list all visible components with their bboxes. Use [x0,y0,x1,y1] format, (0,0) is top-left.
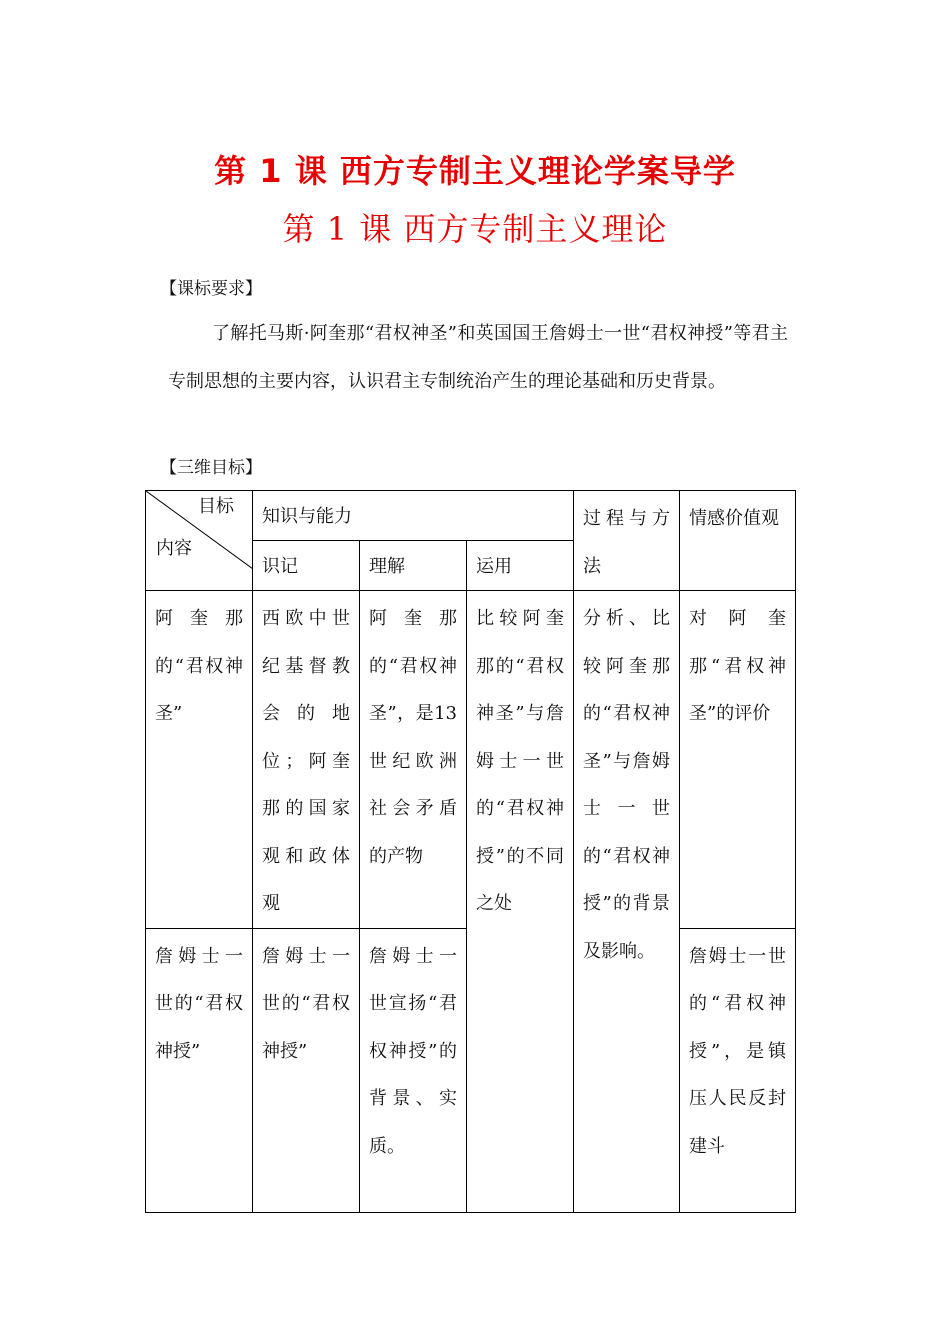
row2-content: 詹姆士一世的“君权神授” [146,928,253,1212]
row2-emotion: 詹姆士一世的“君权神授”，是镇压人民反封建斗 [680,928,796,1212]
row2-memory: 詹姆士一世的“君权神授” [253,928,360,1212]
corner-label-content: 内容 [156,538,192,559]
header-understand: 理解 [360,541,467,591]
header-memory: 识记 [253,541,360,591]
row1-understand: 阿奎那的“君权神圣”，是13世纪欧洲社会矛盾的产物 [360,591,467,929]
section-heading-requirements: 【课标要求】 [160,279,262,299]
header-process: 过程与方法 [574,491,680,591]
process-cell: 分析、比较阿奎那的“君权神圣”与詹姆士一世的“君权神授”的背景及影响。 [574,591,680,1213]
row2-understand: 詹姆士一世宣扬“君权神授”的背景、实质。 [360,928,467,1212]
table-corner-cell [146,491,253,591]
requirements-paragraph: 了解托马斯·阿奎那“君权神圣”和英国国王詹姆士一世“君权神授”等君主专制思想的主要内容，认识君主专制统治产生的理论基础和历史背景。 [168,323,788,392]
header-apply: 运用 [467,541,574,591]
lesson-subtitle: 第 1 课 西方专制主义理论 [282,210,668,248]
row1-content: 阿奎那的“君权神圣” [146,591,253,929]
row1-memory: 西欧中世纪基督教会的地位；阿奎那的国家观和政体观 [253,591,360,929]
goals-table [145,490,796,1213]
header-emotion: 情感价值观 [680,491,796,591]
document-title: 第 1 课 西方专制主义理论学案导学 [214,152,736,190]
row1-emotion: 对阿奎那“君权神圣”的评价 [680,591,796,929]
section-heading-goals: 【三维目标】 [160,458,262,478]
apply-cell: 比较阿奎那的“君权神圣”与詹姆士一世的“君权神授”的不同之处 [467,591,574,1213]
header-knowledge: 知识与能力 [253,491,574,541]
corner-label-target: 目标 [198,496,234,517]
